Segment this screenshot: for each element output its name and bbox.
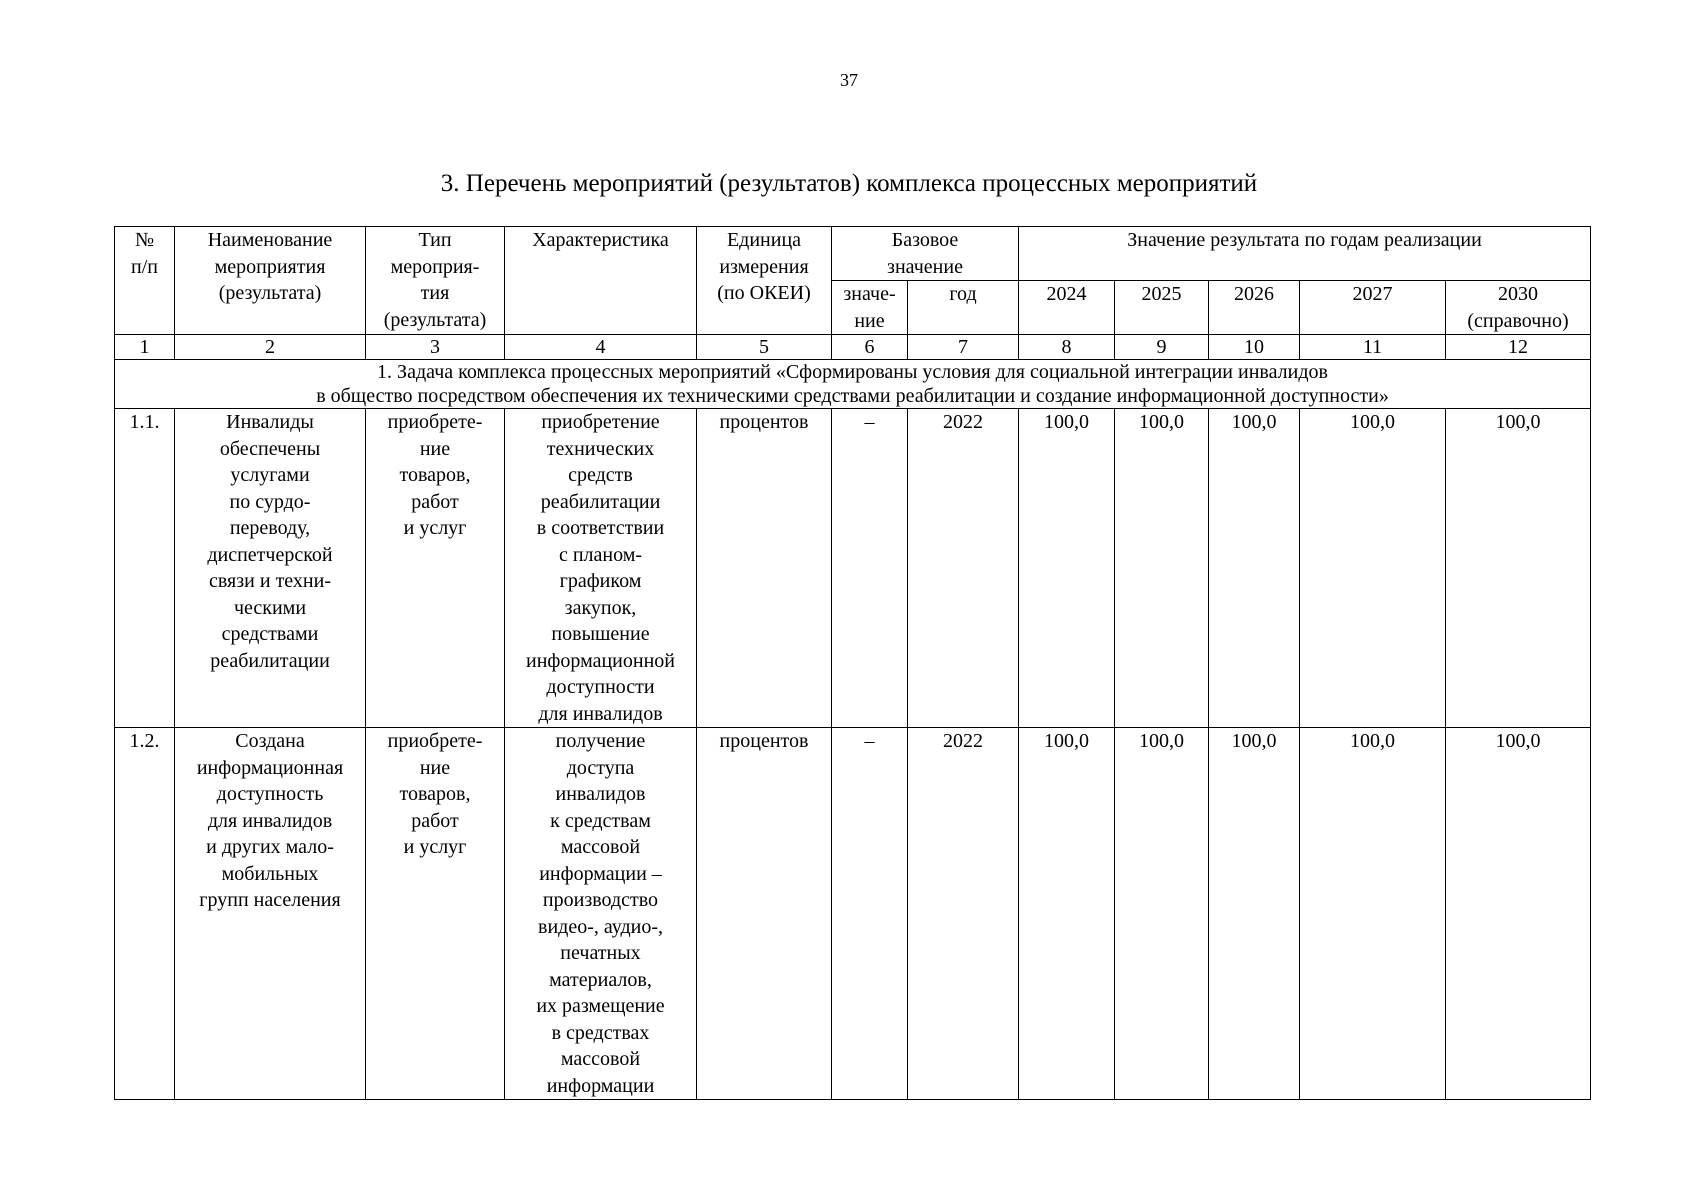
section-title: 3. Перечень мероприятий (результатов) комплекса процессных мероприятий xyxy=(440,170,1258,197)
column-number: 1 xyxy=(115,335,175,360)
task-row xyxy=(115,360,1591,409)
row-value-2025: 100,0 xyxy=(1115,728,1209,1100)
table-row xyxy=(115,728,1591,1100)
row-value-2026: 100,0 xyxy=(1209,728,1300,1100)
header-year-2027: 2027 xyxy=(1300,281,1446,335)
column-number: 12 xyxy=(1446,335,1591,360)
column-number: 11 xyxy=(1300,335,1446,360)
row-value-2026: 100,0 xyxy=(1209,409,1300,728)
row-value-2030: 100,0 xyxy=(1446,728,1591,1100)
column-number: 9 xyxy=(1115,335,1209,360)
row-unit: процентов xyxy=(697,409,832,728)
header-base-value: значе- ние xyxy=(832,281,908,335)
row-value-2027: 100,0 xyxy=(1300,728,1446,1100)
header-num: № п/п xyxy=(115,227,175,335)
row-value-2030: 100,0 xyxy=(1446,409,1591,728)
column-number: 6 xyxy=(832,335,908,360)
row-characteristic: получение доступа инвалидов к средствам массовой информации – производство видео-, аудио-, печатных материалов, их размещение в средствах массовой информации xyxy=(505,728,697,1100)
header-base: Базовое значение xyxy=(832,227,1019,281)
column-number: 2 xyxy=(175,335,366,360)
header-type: Тип мероприя- тия (результата) xyxy=(366,227,505,335)
column-number: 10 xyxy=(1209,335,1300,360)
column-number: 4 xyxy=(505,335,697,360)
header-year-2030: 2030 (справочно) xyxy=(1446,281,1591,335)
column-number: 3 xyxy=(366,335,505,360)
header-year-2025: 2025 xyxy=(1115,281,1209,335)
row-value-2024: 100,0 xyxy=(1019,728,1115,1100)
row-num: 1.2. xyxy=(115,728,175,1100)
page-number: 37 xyxy=(840,70,858,90)
row-value-2025: 100,0 xyxy=(1115,409,1209,728)
row-type: приобрете- ние товаров, работ и услуг xyxy=(366,728,505,1100)
measures-table xyxy=(114,226,1591,1100)
row-unit: процентов xyxy=(697,728,832,1100)
row-base-year: 2022 xyxy=(908,728,1019,1100)
row-name: Создана информационная доступность для инвалидов и других мало- мобильных групп населения xyxy=(175,728,366,1100)
header-year-2024: 2024 xyxy=(1019,281,1115,335)
row-base-value: – xyxy=(832,409,908,728)
row-type: приобрете- ние товаров, работ и услуг xyxy=(366,409,505,728)
column-number: 8 xyxy=(1019,335,1115,360)
task-heading: 1. Задача комплекса процессных мероприятий «Сформированы условия для социальной интеграции инвалидов в общество посредством обеспечения их техническими средствами реабилитации и создание информационной доступности» xyxy=(115,360,1591,409)
header-unit: Единица измерения (по ОКЕИ) xyxy=(697,227,832,335)
row-num: 1.1. xyxy=(115,409,175,728)
header-characteristic: Характеристика xyxy=(505,227,697,335)
header-name: Наименование мероприятия (результата) xyxy=(175,227,366,335)
header-years-group: Значение результата по годам реализации xyxy=(1019,227,1591,281)
row-name: Инвалиды обеспечены услугами по сурдо- переводу, диспетчерской связи и техни- ческими средствами реабилитации xyxy=(175,409,366,728)
row-base-year: 2022 xyxy=(908,409,1019,728)
row-value-2027: 100,0 xyxy=(1300,409,1446,728)
header-year-2026: 2026 xyxy=(1209,281,1300,335)
row-value-2024: 100,0 xyxy=(1019,409,1115,728)
row-base-value: – xyxy=(832,728,908,1100)
row-characteristic: приобретение технических средств реабилитации в соответствии с планом- графиком закупок, повышение информационной доступности для инвалидов xyxy=(505,409,697,728)
header-row-1 xyxy=(115,227,1591,281)
table-row xyxy=(115,409,1591,728)
column-numbers-row xyxy=(115,335,1591,360)
column-number: 7 xyxy=(908,335,1019,360)
header-base-year: год xyxy=(908,281,1019,335)
column-number: 5 xyxy=(697,335,832,360)
